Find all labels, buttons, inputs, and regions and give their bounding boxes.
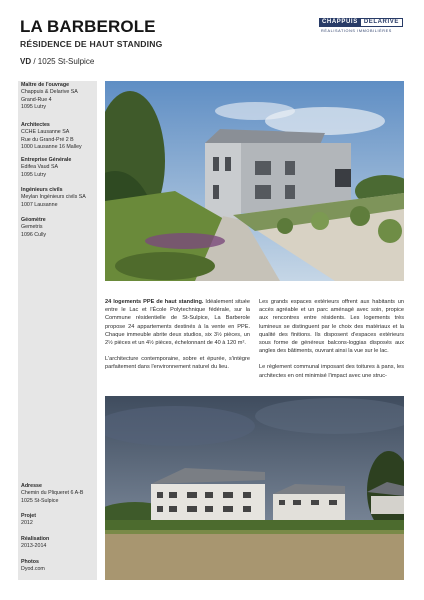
- body-column-2: [259, 298, 404, 388]
- credit-line: Gemetris: [21, 224, 43, 231]
- credit-line: 2013-2014: [21, 543, 47, 550]
- credit-label: Réalisation: [21, 536, 50, 542]
- credit-entreprise: [21, 157, 71, 179]
- credit-label: Maître de l'ouvrage: [21, 82, 70, 88]
- credit-line: Rue du Grand-Pré 2 B: [21, 136, 74, 143]
- credit-line: CCHE Lausanne SA: [21, 129, 70, 136]
- credit-adresse: [21, 483, 83, 505]
- credit-line: Meylan Ingénieurs civils SA: [21, 194, 86, 201]
- credit-geometre: [21, 217, 46, 239]
- body-lead: 24 logements PPE de haut standing.: [105, 299, 204, 305]
- credit-line: 1095 Lutry: [21, 104, 47, 111]
- credit-label: Adresse: [21, 483, 42, 489]
- credit-architectes: [21, 122, 82, 152]
- credit-line: Edifea Vaud SA: [21, 164, 59, 171]
- credit-label: Projet: [21, 513, 37, 519]
- photo-top: [105, 81, 404, 281]
- credit-line: Dyod.com: [21, 566, 45, 573]
- logo-left: CHAPPUIS: [319, 18, 361, 27]
- logo-right: DELARIVE: [361, 18, 403, 27]
- body-paragraph: L'architecture contemporaine, sobre et épurée, s'intègre parfaitement dans l'environnement naturel du lieu.: [105, 356, 250, 371]
- company-logo: [319, 18, 404, 36]
- sidebar-credits: [18, 81, 97, 580]
- body-paragraph: Idéalement située entre le Lac et l'École Polytechnique fédérale, sur la Commune résidentielle de St-Sulpice, La Barberole propose 24 appartements destinés à la vente en PPE. Chaque immeuble abrite deux studios, six 3½ pièces, un 2½ pièces et un 4½ pièces, échelonnant de 40 à 120 m².: [105, 299, 250, 347]
- credit-line: Chappuis & Delarive SA: [21, 89, 78, 96]
- credit-line: 1025 St-Sulpice: [21, 497, 59, 504]
- canton: VD: [20, 57, 32, 66]
- page-title: LA BARBEROLE: [20, 17, 156, 36]
- location-address: / 1025 St-Sulpice: [33, 57, 95, 66]
- credit-label: Photos: [21, 559, 39, 565]
- credit-projet: [21, 513, 36, 528]
- credit-label: Ingénieurs civils: [21, 187, 63, 193]
- credit-line: 1096 Cully: [21, 231, 47, 238]
- credit-ingenieurs: [21, 187, 86, 209]
- credit-line: Chemin du Pliqueret 6 A-B: [21, 490, 84, 497]
- body-paragraph: Le règlement communal imposant des toitures à pans, les architectes en ont minimisé l'impact avec une struc-: [259, 364, 404, 379]
- credit-label: Architectes: [21, 122, 50, 128]
- page-subtitle: RÉSIDENCE DE HAUT STANDING: [20, 39, 163, 49]
- photo-bottom: [105, 396, 404, 580]
- credit-line: Grand-Rue 4: [21, 96, 52, 103]
- credit-label: Géomètre: [21, 217, 46, 223]
- credit-maitre: [21, 82, 78, 112]
- credit-realisation: [21, 536, 49, 551]
- credit-line: 1095 Lutry: [21, 171, 47, 178]
- body-paragraph: Les grands espaces extérieurs offrent aux habitants un accès agréable et un parc aménagé avec soin, propice aux rencontres entre résidents. Les logements très lumineux se distinguent par le choix des matériaux et la qualité des finitions. Ils disposent d'espaces extérieurs sous forme de généreux balcons-loggias disposés aux angles des bâtiments, ouvrant ainsi la vue sur le lac.: [259, 299, 404, 355]
- credit-line: 1000 Lausanne 16 Malley: [21, 144, 82, 151]
- credit-line: 2012: [21, 520, 33, 527]
- body-column-1: [105, 298, 250, 380]
- logo-tagline: RÉALISATIONS IMMOBILIÈRES: [321, 29, 392, 33]
- credit-line: 1007 Lausanne: [21, 201, 58, 208]
- credit-photos: [21, 559, 45, 574]
- location: [20, 57, 94, 66]
- credit-label: Entreprise Générale: [21, 157, 72, 163]
